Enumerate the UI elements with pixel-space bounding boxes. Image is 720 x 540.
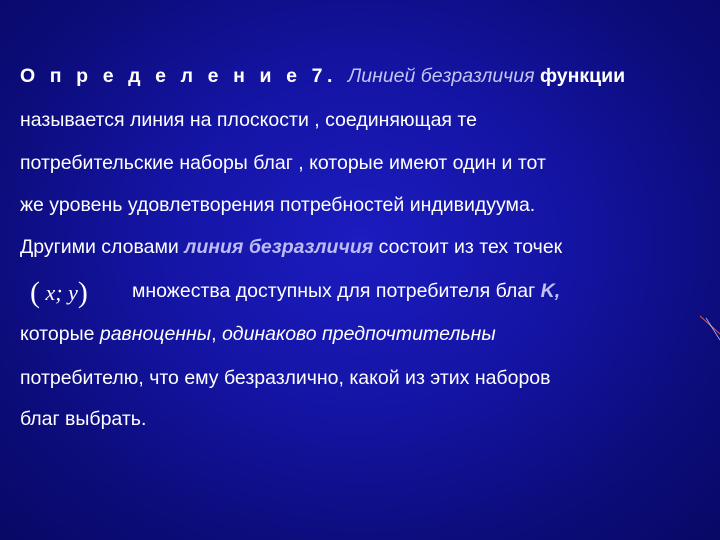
definition-line-3: потребительские наборы благ , которые имеют один и тот	[20, 152, 546, 174]
equivalent-italic: равноценны	[99, 323, 212, 345]
comma-separator: ,	[211, 323, 217, 345]
term-indifference-line-2: линия безразличия	[184, 236, 374, 258]
word-function: функции	[539, 65, 626, 87]
definition-label: О п р е д е л е н и е 7.	[20, 65, 338, 87]
decor-line-2	[706, 318, 720, 340]
which-prefix: которые	[20, 323, 95, 345]
definition-line-9: благ выбрать.	[20, 408, 147, 430]
set-k-label: K,	[540, 280, 561, 302]
consists-suffix: состоит из тех точек	[378, 236, 563, 258]
definition-line-2: называется линия на плоскости , соединяющая те	[20, 109, 477, 131]
term-indifference-line: Линией безразличия	[347, 65, 535, 87]
formula-body: x; y	[45, 280, 78, 305]
formula-close-paren: )	[77, 276, 88, 309]
goods-set-text: множества доступных для потребителя благ	[132, 280, 536, 302]
definition-line-6	[132, 276, 560, 306]
definition-line-8: потребителю, что ему безразлично, какой из этих наборов	[20, 367, 551, 389]
equally-preferred-italic: одинаково предпочтительны	[221, 323, 496, 345]
formula-open-paren: (	[30, 276, 40, 309]
point-formula	[30, 276, 88, 309]
definition-line-5	[20, 232, 562, 262]
other-words-prefix: Другими словами	[20, 236, 179, 258]
definition-line-1	[20, 61, 625, 91]
definition-line-4: же уровень удовлетворения потребностей индивидуума.	[20, 194, 536, 216]
definition-line-7	[20, 319, 496, 349]
